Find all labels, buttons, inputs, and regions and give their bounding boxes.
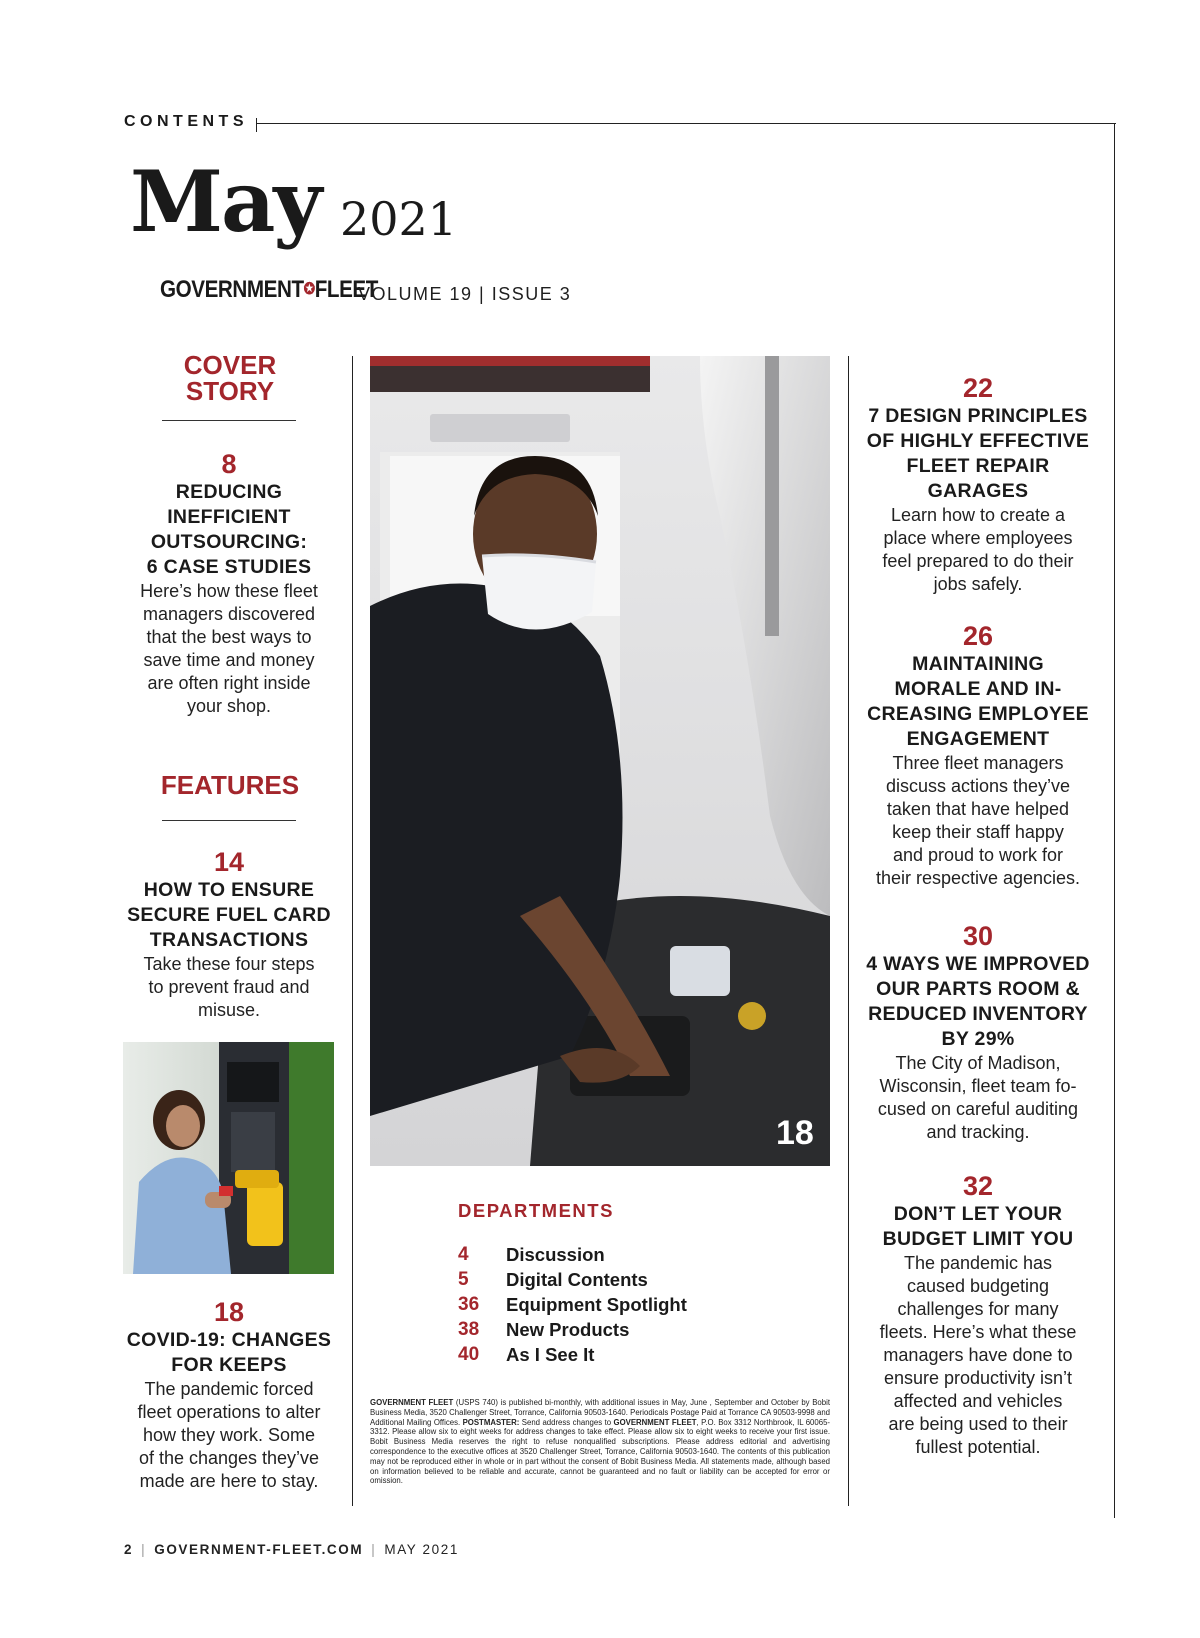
brand-logo [160,276,378,304]
title-line: FOR KEEPS [171,1354,287,1377]
department-item[interactable] [458,1342,687,1367]
title-line: CREASING EMPLOYEE [867,703,1089,726]
brand-logo-left: GOVERNMENT [160,276,304,303]
story-description [864,1052,1092,1144]
legal-text: Send address changes to [519,1417,614,1427]
departments-list [458,1242,687,1367]
desc-line: and proud to work for [892,845,1064,866]
desc-line: Here’s how these fleet [140,581,318,602]
title-line: MORALE AND IN- [894,678,1062,701]
desc-line: save time and money [143,650,315,671]
frame-right-rule [1114,123,1115,1518]
legal-text: (USPS 740) is published bi-monthly, with additional issues in May, June , September and October by Bobit Business Media, 3520 Challenger Street, Torrance, California 90503-1640. Periodicals Postage Paid at Torrance CA 90503-9998 and Additional Mailing Offices. [370,1398,830,1427]
column-rule-left [352,356,353,1506]
desc-line: place where employees [883,528,1073,549]
features-heading: FEATURES [160,770,300,800]
desc-line: fleets. Here’s what these [879,1322,1077,1343]
department-page: 40 [458,1344,480,1365]
title-line: SECURE FUEL CARD [127,904,331,927]
story-8[interactable] [126,448,332,718]
footer-separator: | [371,1542,377,1557]
brand-logo-right: FLEET [314,276,378,303]
department-item[interactable] [458,1317,687,1342]
title-line: GARAGES [927,480,1029,503]
desc-line: taken that have helped [886,799,1070,820]
desc-line: caused budgeting [906,1276,1050,1297]
story-22[interactable] [864,372,1092,596]
title-line: REDUCING [175,481,283,504]
desc-line: ensure productivity isn’t [883,1368,1073,1389]
photo-page-number: 18 [776,1114,814,1152]
story-description [864,1252,1092,1459]
desc-line: misuse. [197,1000,260,1021]
desc-line: The City of Madison, [895,1053,1061,1074]
desc-line: affected and vehicles [893,1391,1063,1412]
story-description [120,1378,338,1493]
title-line: OF HIGHLY EFFECTIVE [866,430,1090,453]
story-page-number: 18 [213,1297,245,1327]
department-item[interactable] [458,1267,687,1292]
fuel-pump-photo [123,1042,334,1274]
title-line: BY 29% [941,1028,1015,1051]
story-title [864,1202,1092,1252]
story-26[interactable] [864,620,1092,890]
desc-line: The pandemic has [903,1253,1053,1274]
desc-line: managers have done to [883,1345,1073,1366]
cover-story-heading [160,352,300,404]
desc-line: fullest potential. [915,1437,1041,1458]
department-label: As I See It [506,1344,595,1365]
title-line: OUR PARTS ROOM & [876,978,1080,1001]
department-label: Discussion [506,1244,605,1265]
story-description [864,504,1092,596]
story-title [864,952,1092,1052]
title-line: OUTSOURCING: [150,531,308,554]
desc-line: of the changes they’ve [138,1448,320,1469]
desc-line: challenges for many [897,1299,1059,1320]
page-footer [124,1542,459,1557]
issue-month-title: May [130,152,321,251]
contents-label: CONTENTS [124,113,248,130]
desc-line: Take these four steps [143,954,315,975]
title-line: REDUCED INVENTORY [868,1003,1088,1026]
footer-date: MAY 2021 [384,1542,459,1557]
cover-divider [162,420,296,421]
department-page: 4 [458,1244,469,1265]
title-line: ENGAGEMENT [906,728,1050,751]
mechanic-cover-photo[interactable] [370,356,830,1166]
volume-issue: VOLUME 19 | ISSUE 3 [358,284,572,304]
desc-line: their respective agencies. [875,868,1081,889]
story-page-number: 22 [962,373,994,403]
desc-line: Wisconsin, fleet team fo- [879,1076,1077,1097]
column-rule-right [848,356,849,1506]
desc-line: Learn how to create a [890,505,1066,526]
desc-line: cused on careful auditing [877,1099,1079,1120]
story-description [864,752,1092,890]
story-page-number: 14 [213,847,245,877]
title-line: INEFFICIENT [167,506,291,529]
title-line: MAINTAINING [912,653,1044,676]
desc-line: fleet operations to alter [137,1402,321,1423]
publication-legal-notice [370,1398,830,1486]
desc-line: Three fleet managers [892,753,1064,774]
departments-heading: DEPARTMENTS [458,1200,614,1221]
department-item[interactable] [458,1292,687,1317]
desc-line: discuss actions they’ve [885,776,1071,797]
issue-year-title: 2021 [340,192,458,246]
footer-page-number: 2 [124,1542,134,1557]
title-line: 6 CASE STUDIES [146,556,312,579]
story-title [120,1328,338,1378]
story-page-number: 32 [962,1171,994,1201]
story-title [864,404,1092,504]
frame-tick [256,118,257,132]
title-line: BUDGET LIMIT YOU [882,1228,1074,1251]
story-description [126,953,332,1022]
desc-line: that the best ways to [146,627,312,648]
department-label: Digital Contents [506,1269,648,1290]
story-18[interactable] [120,1296,338,1493]
department-page: 5 [458,1269,469,1290]
desc-line: are being used to their [888,1414,1068,1435]
story-description [126,580,332,718]
story-title [126,878,332,953]
frame-top-rule [256,123,1116,124]
title-line: TRANSACTIONS [149,929,309,952]
story-32[interactable] [864,1170,1092,1459]
desc-line: and tracking. [926,1122,1030,1143]
footer-separator: | [141,1542,147,1557]
story-page-number: 30 [962,921,994,951]
title-line: HOW TO ENSURE [143,879,315,902]
desc-line: to prevent fraud and [148,977,310,998]
legal-bold: GOVERNMENT FLEET [613,1417,697,1427]
department-page: 38 [458,1319,480,1340]
desc-line: jobs safely. [933,574,1023,595]
cover-heading-line: COVER [183,350,277,380]
desc-line: are often right inside [147,673,311,694]
story-title [864,652,1092,752]
desc-line: how they work. Some [142,1425,316,1446]
legal-text: , P.O. Box 3312 Northbrook, IL 60065-3312. Please allow six to eight weeks for address changes to take effect. Please allow six to eight weeks to receive your first issue. Bobit Business Media reserves the right to refuse nonqualified subscriptions. Please address editorial and advertising correspondence to the executive offices at 3520 Challenger Street, Torrance, California 90503-1640. The contents of this publication may not be reproduced either in whole or in part without the consent of Bobit Business Media. All statements made, although based on information believed to be reliable and accurate, cannot be guaranteed and no fault or liability can be accepted for error or omission. [370,1417,831,1486]
story-30[interactable] [864,920,1092,1144]
department-page: 36 [458,1294,480,1315]
star-icon: ✪ [303,281,315,298]
desc-line: managers discovered [142,604,316,625]
title-line: COVID-19: CHANGES [126,1329,332,1352]
story-title [126,480,332,580]
desc-line: The pandemic forced [144,1379,314,1400]
department-label: New Products [506,1319,630,1340]
title-line: 4 WAYS WE IMPROVED [866,953,1090,976]
title-line: 7 DESIGN PRINCIPLES [868,405,1088,428]
desc-line: made are here to stay. [139,1471,319,1492]
legal-bold: GOVERNMENT FLEET [370,1398,454,1407]
desc-line: keep their staff happy [892,822,1064,843]
department-label: Equipment Spotlight [506,1294,687,1315]
desc-line: feel prepared to do their [882,551,1074,572]
cover-heading-line: STORY [185,376,275,406]
legal-bold: POSTMASTER: [462,1417,520,1427]
title-line: FLEET REPAIR [906,455,1050,478]
footer-site[interactable]: GOVERNMENT-FLEET.COM [154,1542,364,1557]
story-page-number: 26 [962,621,994,651]
department-item[interactable] [458,1242,687,1267]
story-page-number: 8 [221,449,237,479]
desc-line: your shop. [186,696,272,717]
story-14[interactable] [126,846,332,1022]
title-line: DON’T LET YOUR [893,1203,1063,1226]
features-divider [162,820,296,821]
